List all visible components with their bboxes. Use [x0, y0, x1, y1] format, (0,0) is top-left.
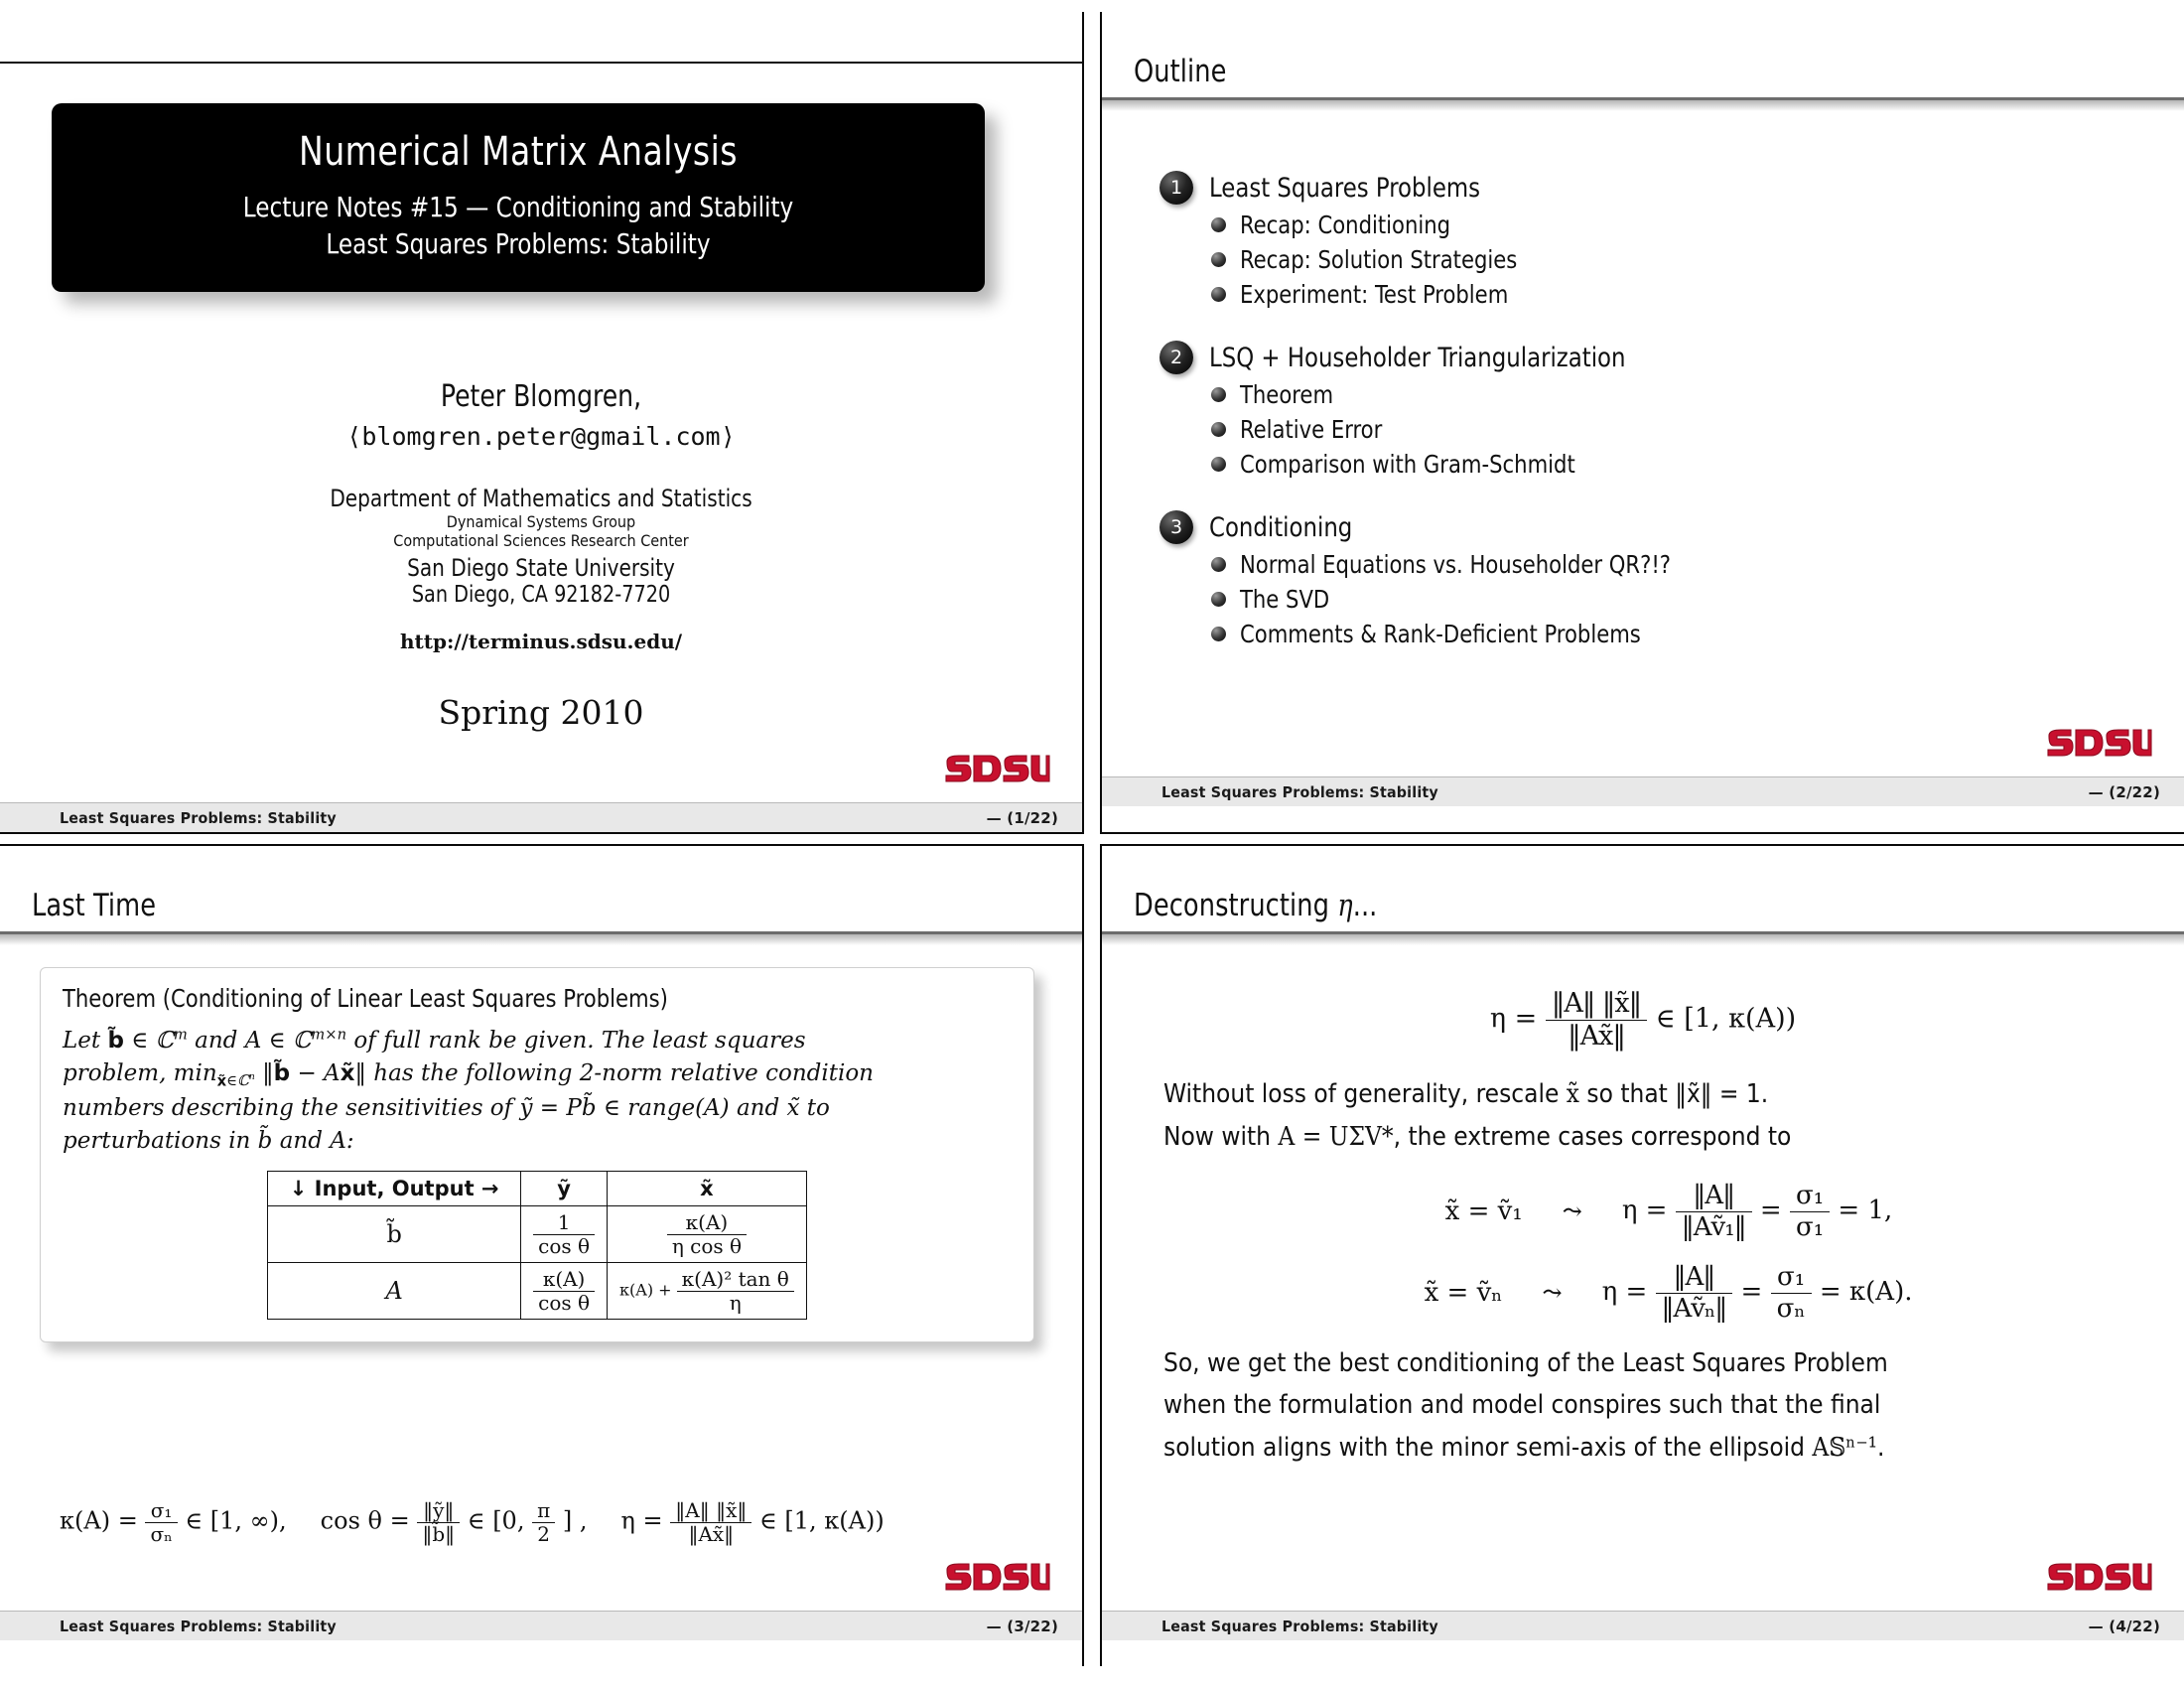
author-name: Peter Blomgren,: [440, 379, 642, 414]
footer-title: Least Squares Problems: Stability: [1161, 1617, 1438, 1635]
title-top-rule: [0, 62, 1082, 64]
slide-body: [0, 945, 1082, 1640]
frame-header: [1102, 846, 2184, 931]
fraction-numerator: ‖A‖: [1676, 1182, 1752, 1212]
outline-subitems: [1211, 380, 2184, 479]
outline-subitems: [1211, 550, 2184, 648]
fraction-numerator: ‖A‖ ‖x̃‖: [670, 1499, 751, 1522]
sdsu-logo-icon: [943, 1561, 1050, 1595]
list-item[interactable]: [1211, 211, 2184, 239]
fraction-numerator: ‖A‖ ‖x̃‖: [1546, 989, 1647, 1021]
outline-item-label: Experiment: Test Problem: [1240, 280, 1509, 309]
fraction-denominator: cos θ: [538, 1233, 591, 1258]
footer-page-number: — (3/22): [986, 1617, 1058, 1635]
table-header-row: [268, 1172, 807, 1206]
list-item[interactable]: [1211, 415, 2184, 444]
footer-page-number: — (4/22): [2088, 1617, 2160, 1635]
bullet-icon: [1211, 287, 1226, 302]
table-col-header: ỹ: [521, 1172, 608, 1206]
fraction-numerator: π: [532, 1499, 555, 1522]
leads-to-arrow-icon: ⤳: [1542, 1279, 1563, 1308]
university: San Diego State University: [407, 554, 675, 582]
fraction-numerator: κ(A): [533, 1268, 595, 1291]
cos-definition: cos θ = $\frac{\text{‖ỹ‖}}{‖b̃‖}$ ∈ [0, $\frac{\pi}{2}$ ] ,: [320, 1498, 588, 1546]
fraction-numerator: σ₁: [1790, 1182, 1830, 1212]
outline-item-label: Normal Equations vs. Householder QR?!?: [1240, 550, 1672, 579]
outline-section-label: Conditioning: [1209, 511, 1353, 543]
bullet-icon: [1211, 457, 1226, 472]
department: Department of Mathematics and Statistics: [330, 485, 752, 512]
outline-section: [1160, 171, 2184, 309]
fraction-denominator: η cos θ: [671, 1233, 743, 1258]
fraction-numerator: σ₁: [1771, 1263, 1812, 1294]
fraction-denominator: ‖Ax̃‖: [688, 1521, 735, 1546]
bullet-icon: [1211, 387, 1226, 402]
slide-footer: [1102, 776, 2184, 806]
bullet-icon: [1211, 557, 1226, 572]
paragraph-conclusion-line-3: solution aligns with the minor semi-axis of the ellipsoid A𝕊ⁿ⁻¹.: [1163, 1433, 1885, 1464]
bullet-icon: [1211, 422, 1226, 437]
outline-subitems: [1211, 211, 2184, 309]
footer-title: Least Squares Problems: Stability: [60, 808, 337, 827]
table-col-header: x̃: [608, 1172, 807, 1206]
list-item[interactable]: [1211, 380, 2184, 409]
fraction-denominator: σ₁: [1795, 1211, 1825, 1242]
fraction-numerator: σ₁: [145, 1499, 177, 1522]
eta-definition: η = $\frac{‖A‖ ‖x̃‖}{‖Ax̃‖}$ ∈ [1, κ(A)): [620, 1498, 885, 1546]
kappa-definition: κ(A) = $\frac{\text{σ₁}}{\text{σₙ}}$ ∈ [1, ∞),: [60, 1498, 287, 1546]
frame-header: [0, 846, 1082, 931]
outline-section-head[interactable]: [1160, 171, 2184, 205]
table-row-header: b̃: [268, 1206, 521, 1263]
fraction-denominator: ‖Aṽₙ‖: [1661, 1293, 1727, 1324]
fraction-denominator: σₙ: [1776, 1293, 1806, 1324]
city-zip: San Diego, CA 92182-7720: [411, 582, 671, 608]
outline-item-label: Comparison with Gram-Schmidt: [1240, 450, 1575, 479]
eta-main-equation: η = $\frac{‖A‖ ‖x̃‖}{‖Ax̃‖}$ ∈ [1, κ(A)): [1489, 988, 1797, 1052]
lecture-subtitle-2: Least Squares Problems: Stability: [326, 227, 711, 261]
paragraph-svd: Now with A = UΣV*, the extreme cases correspond to: [1163, 1122, 1792, 1153]
homepage-url[interactable]: http://terminus.sdsu.edu/: [399, 630, 683, 653]
slide-body: [1102, 111, 2184, 806]
slide-footer: [0, 1611, 1082, 1640]
fraction-denominator: σₙ: [150, 1521, 173, 1546]
fraction-denominator: ‖Ax̃‖: [1568, 1020, 1625, 1052]
expression-prefix: κ(A) +: [619, 1280, 672, 1300]
author-email: ⟨blomgren.peter@gmail.com⟩: [346, 422, 736, 451]
outline-item-label: Theorem: [1240, 380, 1334, 409]
list-item[interactable]: [1211, 280, 2184, 309]
fraction-denominator: ‖b̃‖: [422, 1521, 456, 1546]
fraction-numerator: κ(A): [667, 1211, 747, 1234]
outline-item-label: Recap: Solution Strategies: [1240, 245, 1518, 274]
outline-item-label: Comments & Rank-Deficient Problems: [1240, 620, 1641, 648]
definitions-line: [60, 1499, 1042, 1545]
theorem-statement: [63, 1025, 1012, 1157]
slide-1-cell: [0, 0, 1092, 844]
fraction-numerator: 1: [533, 1211, 595, 1234]
section-number-badge: 3: [1160, 510, 1193, 544]
theorem-line-4: perturbations in b̃ and A:: [63, 1127, 354, 1154]
fraction-denominator: η: [729, 1290, 742, 1315]
outline-section-head[interactable]: [1160, 510, 2184, 544]
section-number-badge: 1: [1160, 171, 1193, 205]
footer-page-number: — (2/22): [2088, 782, 2160, 801]
slide-outline: [1100, 12, 2184, 834]
outline-item-label: Recap: Conditioning: [1240, 211, 1451, 239]
equation-expression: η = $\frac{‖A‖}{\text{‖Aṽ₁‖}}$ = $\frac{\text{σ₁}}{\text{σ₁}}$ = 1,: [1621, 1181, 1893, 1242]
equation-case-2: x̃ = ṽₙ ⤳ η = $\frac{‖A‖}{\text{‖Aṽₙ‖}}$ = $\frac{\text{σ₁}}{\text{σₙ}}$ = κ(A).: [1424, 1262, 1913, 1324]
paragraph-conclusion-line-2: when the formulation and model conspires such that the final: [1163, 1390, 1881, 1421]
outline-section-label: LSQ + Householder Triangularization: [1209, 342, 1626, 373]
page-title: Last Time: [32, 888, 157, 923]
list-item[interactable]: [1211, 585, 2184, 614]
theorem-wrapper: [0, 945, 1082, 1342]
header-separator: [1102, 97, 2184, 111]
theorem-line-2: problem, $\min_{x̃\in ℂ^n}$ ‖b̃ − Ax̃‖ has the following 2-norm relative condition: [63, 1059, 874, 1090]
outline-item-label: The SVD: [1240, 585, 1330, 614]
paragraph-rescale: Without loss of generality, rescale x̃ so that ‖x̃‖ = 1.: [1163, 1079, 1769, 1110]
outline-section-label: Least Squares Problems: [1209, 172, 1481, 204]
outline-section: [1160, 510, 2184, 648]
theorem-block: [40, 967, 1034, 1342]
header-separator: [0, 931, 1082, 945]
table-cell: [521, 1206, 608, 1263]
fraction-denominator: 2: [537, 1521, 551, 1546]
slide-3-cell: [0, 844, 1092, 1688]
sdsu-logo-icon: [2045, 1561, 2152, 1595]
research-center: Computational Sciences Research Center: [393, 531, 689, 550]
title-box-wrapper: [52, 103, 985, 292]
table-row: [268, 1206, 807, 1263]
list-item[interactable]: [1211, 245, 2184, 274]
footer-title: Least Squares Problems: Stability: [60, 1617, 337, 1635]
outline-list: [1102, 111, 2184, 648]
term: Spring 2010: [438, 693, 644, 732]
bullet-icon: [1211, 252, 1226, 267]
slide-content: [1102, 945, 2184, 1467]
sdsu-logo-icon: [2045, 727, 2152, 761]
theorem-line-3: numbers describing the sensitivities of ỹ = Pb̃ ∈ range(A) and x̃ to: [63, 1095, 830, 1122]
list-item[interactable]: [1211, 620, 2184, 648]
fraction-numerator: κ(A)² tan θ: [677, 1268, 794, 1291]
header-separator: [1102, 931, 2184, 945]
outline-section: [1160, 341, 2184, 479]
bullet-icon: [1211, 592, 1226, 607]
extreme-cases-equations: [1163, 1182, 2122, 1323]
lecture-subtitle-1: Lecture Notes #15 — Conditioning and Stability: [242, 191, 794, 223]
theorem-line-1: Let b̃ ∈ ℂ$^m$ and A ∈ ℂ$^{m\times n}$ of full rank be given. The least squares: [63, 1026, 806, 1054]
title-box: [52, 103, 985, 292]
table-row-header: A: [268, 1263, 521, 1320]
outline-item-label: Relative Error: [1240, 415, 1383, 444]
slide-title: [0, 12, 1084, 834]
lecture-title: Numerical Matrix Analysis: [298, 129, 739, 175]
table-cell: [521, 1263, 608, 1320]
equation-expression: η = $\frac{‖A‖}{\text{‖Aṽₙ‖}}$ = $\frac{\text{σ₁}}{\text{σₙ}}$ = κ(A).: [1601, 1262, 1913, 1324]
fraction-denominator: cos θ: [538, 1290, 591, 1315]
table-row: [268, 1263, 807, 1320]
page-title: Outline: [1134, 54, 1227, 89]
equation-case-1: x̃ = ṽ₁ ⤳ η = $\frac{‖A‖}{\text{‖Aṽ₁‖}}$ = $\frac{\text{σ₁}}{\text{σ₁}}$ = 1,: [1444, 1181, 1893, 1242]
bullet-icon: [1211, 627, 1226, 641]
slide-2-cell: [1092, 0, 2184, 844]
footer-page-number: — (1/22): [986, 808, 1058, 827]
slide-footer: [1102, 1611, 2184, 1640]
table-cell: [608, 1206, 807, 1263]
conditioning-table: [267, 1171, 807, 1320]
sdsu-logo-icon: [943, 753, 1050, 786]
slide-footer: [0, 802, 1082, 832]
slide-last-time: [0, 844, 1084, 1666]
bullet-icon: [1211, 217, 1226, 232]
fraction-numerator: ‖A‖: [1656, 1263, 1733, 1294]
list-item[interactable]: [1211, 450, 2184, 479]
table-col-header: ↓ Input, Output →: [268, 1172, 521, 1206]
author-block: [0, 379, 1082, 732]
slide-4-cell: [1092, 844, 2184, 1688]
frame-header: [1102, 12, 2184, 97]
paragraph-conclusion-line-1: So, we get the best conditioning of the Least Squares Problem: [1163, 1347, 1888, 1378]
page-title: Deconstructing η...: [1134, 888, 1378, 923]
theorem-title: Theorem (Conditioning of Linear Least Squares Problems): [63, 984, 668, 1013]
outline-section-head[interactable]: [1160, 341, 2184, 374]
fraction-denominator: ‖Aṽ₁‖: [1681, 1211, 1746, 1242]
fraction-numerator: ‖ỹ‖: [417, 1499, 460, 1522]
leads-to-arrow-icon: ⤳: [1562, 1197, 1582, 1226]
list-item[interactable]: [1211, 550, 2184, 579]
slide-body: [1102, 945, 2184, 1640]
footer-title: Least Squares Problems: Stability: [1161, 782, 1438, 801]
research-group: Dynamical Systems Group: [446, 512, 636, 531]
slide-deconstructing-eta: [1100, 844, 2184, 1666]
table-cell: [608, 1263, 807, 1320]
section-number-badge: 2: [1160, 341, 1193, 374]
